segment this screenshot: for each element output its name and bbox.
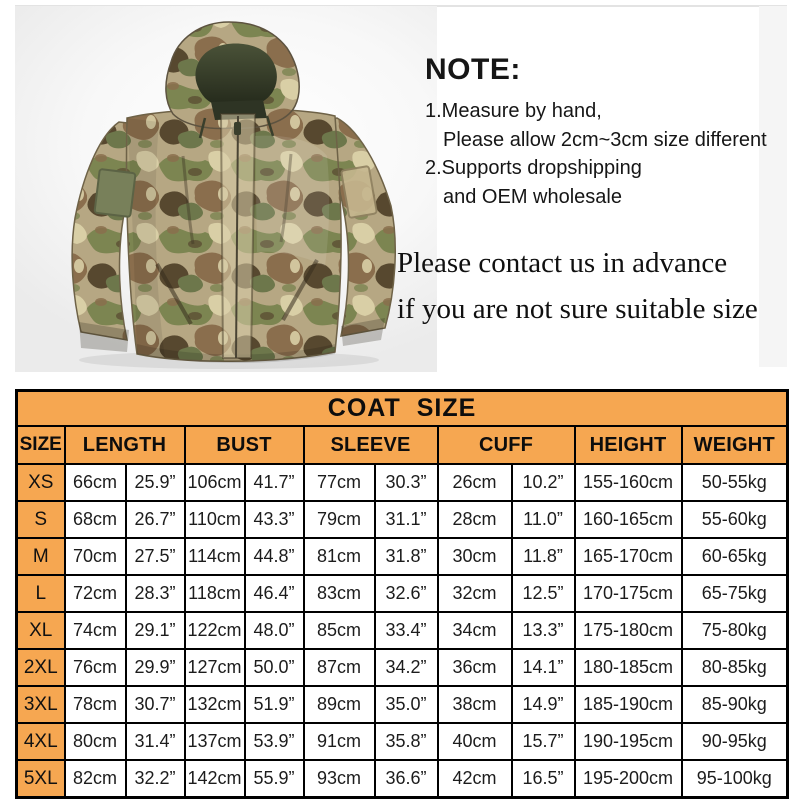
cell-bust_in: 44.8” <box>245 538 304 575</box>
table-row <box>17 612 788 649</box>
cell-size: XL <box>17 612 65 649</box>
cell-length_cm: 82cm <box>65 760 126 798</box>
col-header-weight: WEIGHT <box>682 426 788 464</box>
note-line-1: 1.Measure by hand, <box>425 100 602 122</box>
cell-bust_cm: 142cm <box>185 760 245 798</box>
cell-size: 3XL <box>17 686 65 723</box>
cell-weight: 85-90kg <box>682 686 788 723</box>
cell-size: XS <box>17 464 65 501</box>
cell-length_in: 30.7” <box>126 686 185 723</box>
cell-height: 180-185cm <box>575 649 682 686</box>
cell-height: 160-165cm <box>575 501 682 538</box>
table-row <box>17 575 788 612</box>
table-title: COAT SIZE <box>17 391 788 427</box>
camouflage-jacket-illustration <box>15 6 437 372</box>
cell-cuff_in: 16.5” <box>512 760 575 798</box>
cell-sleeve_in: 33.4” <box>375 612 438 649</box>
cell-length_cm: 76cm <box>65 649 126 686</box>
note-heading: NOTE: <box>425 53 521 86</box>
cell-weight: 60-65kg <box>682 538 788 575</box>
cell-cuff_in: 13.3” <box>512 612 575 649</box>
cell-sleeve_in: 30.3” <box>375 464 438 501</box>
cell-cuff_cm: 34cm <box>438 612 512 649</box>
coat-size-table <box>15 389 789 799</box>
table-row <box>17 464 788 501</box>
cell-size: 2XL <box>17 649 65 686</box>
table-row <box>17 501 788 538</box>
cell-cuff_in: 11.0” <box>512 501 575 538</box>
cell-cuff_in: 15.7” <box>512 723 575 760</box>
cell-sleeve_in: 32.6” <box>375 575 438 612</box>
cell-bust_cm: 110cm <box>185 501 245 538</box>
cell-length_cm: 78cm <box>65 686 126 723</box>
cell-height: 155-160cm <box>575 464 682 501</box>
col-header-length: LENGTH <box>65 426 185 464</box>
cell-bust_in: 43.3” <box>245 501 304 538</box>
cell-weight: 90-95kg <box>682 723 788 760</box>
cell-height: 175-180cm <box>575 612 682 649</box>
cell-weight: 75-80kg <box>682 612 788 649</box>
cell-length_cm: 70cm <box>65 538 126 575</box>
cell-height: 190-195cm <box>575 723 682 760</box>
cell-cuff_cm: 38cm <box>438 686 512 723</box>
cell-sleeve_cm: 93cm <box>304 760 375 798</box>
cell-bust_in: 53.9” <box>245 723 304 760</box>
cell-sleeve_cm: 89cm <box>304 686 375 723</box>
note-line-3: 2.Supports dropshipping <box>425 157 642 179</box>
cell-weight: 80-85kg <box>682 649 788 686</box>
table-row <box>17 649 788 686</box>
contact-line-1: Please contact us in advance <box>397 247 728 279</box>
cell-cuff_in: 14.1” <box>512 649 575 686</box>
cell-weight: 55-60kg <box>682 501 788 538</box>
cell-sleeve_in: 35.0” <box>375 686 438 723</box>
cell-length_in: 31.4” <box>126 723 185 760</box>
cell-size: 5XL <box>17 760 65 798</box>
cell-cuff_cm: 32cm <box>438 575 512 612</box>
cell-length_cm: 72cm <box>65 575 126 612</box>
cell-bust_cm: 137cm <box>185 723 245 760</box>
cell-height: 165-170cm <box>575 538 682 575</box>
cell-bust_in: 50.0” <box>245 649 304 686</box>
cell-length_in: 26.7” <box>126 501 185 538</box>
cell-size: L <box>17 575 65 612</box>
cell-bust_cm: 127cm <box>185 649 245 686</box>
cell-weight: 95-100kg <box>682 760 788 798</box>
contact-line-2: if you are not sure suitable size <box>397 293 758 325</box>
cell-length_in: 28.3” <box>126 575 185 612</box>
cell-sleeve_cm: 85cm <box>304 612 375 649</box>
col-header-size: SIZE <box>17 426 65 464</box>
cell-height: 170-175cm <box>575 575 682 612</box>
cell-cuff_in: 14.9” <box>512 686 575 723</box>
cell-cuff_cm: 30cm <box>438 538 512 575</box>
cell-weight: 65-75kg <box>682 575 788 612</box>
note-line-2: Please allow 2cm~3cm size different <box>443 128 767 151</box>
cell-cuff_cm: 28cm <box>438 501 512 538</box>
table-row <box>17 686 788 723</box>
cell-sleeve_cm: 91cm <box>304 723 375 760</box>
cell-length_cm: 66cm <box>65 464 126 501</box>
cell-sleeve_cm: 79cm <box>304 501 375 538</box>
cell-size: 4XL <box>17 723 65 760</box>
cell-sleeve_in: 31.1” <box>375 501 438 538</box>
cell-length_in: 32.2” <box>126 760 185 798</box>
cell-bust_in: 41.7” <box>245 464 304 501</box>
contact-advice <box>397 240 797 332</box>
cell-bust_in: 55.9” <box>245 760 304 798</box>
cell-sleeve_cm: 77cm <box>304 464 375 501</box>
note-block <box>425 50 767 211</box>
table-row <box>17 538 788 575</box>
cell-height: 185-190cm <box>575 686 682 723</box>
cell-length_in: 27.5” <box>126 538 185 575</box>
product-photo <box>15 6 437 372</box>
cell-height: 195-200cm <box>575 760 682 798</box>
sleeve-velcro-patch <box>94 169 135 217</box>
cell-bust_in: 48.0” <box>245 612 304 649</box>
cell-sleeve_in: 35.8” <box>375 723 438 760</box>
cell-sleeve_in: 34.2” <box>375 649 438 686</box>
cell-length_cm: 68cm <box>65 501 126 538</box>
cell-cuff_in: 10.2” <box>512 464 575 501</box>
cell-length_in: 29.1” <box>126 612 185 649</box>
table-header-row <box>17 426 788 464</box>
cell-sleeve_in: 36.6” <box>375 760 438 798</box>
cell-size: S <box>17 501 65 538</box>
cell-cuff_in: 12.5” <box>512 575 575 612</box>
cell-bust_cm: 132cm <box>185 686 245 723</box>
table-title-row <box>17 391 788 427</box>
cell-cuff_cm: 40cm <box>438 723 512 760</box>
col-header-bust: BUST <box>185 426 304 464</box>
col-header-height: HEIGHT <box>575 426 682 464</box>
cell-cuff_cm: 36cm <box>438 649 512 686</box>
cell-bust_in: 46.4” <box>245 575 304 612</box>
table-row <box>17 760 788 798</box>
cell-cuff_in: 11.8” <box>512 538 575 575</box>
cell-weight: 50-55kg <box>682 464 788 501</box>
cell-length_cm: 80cm <box>65 723 126 760</box>
col-header-sleeve: SLEEVE <box>304 426 438 464</box>
cell-cuff_cm: 26cm <box>438 464 512 501</box>
cell-bust_cm: 122cm <box>185 612 245 649</box>
cell-sleeve_in: 31.8” <box>375 538 438 575</box>
cell-bust_cm: 114cm <box>185 538 245 575</box>
cell-sleeve_cm: 81cm <box>304 538 375 575</box>
zipper-pull <box>234 122 241 135</box>
cell-sleeve_cm: 87cm <box>304 649 375 686</box>
col-header-cuff: CUFF <box>438 426 575 464</box>
cell-cuff_cm: 42cm <box>438 760 512 798</box>
cell-bust_in: 51.9” <box>245 686 304 723</box>
table-row <box>17 723 788 760</box>
cell-length_cm: 74cm <box>65 612 126 649</box>
cell-bust_cm: 106cm <box>185 464 245 501</box>
table-body <box>17 464 788 798</box>
cell-size: M <box>17 538 65 575</box>
cell-sleeve_cm: 83cm <box>304 575 375 612</box>
hood-lining <box>195 43 276 108</box>
chest-highlight <box>255 136 329 266</box>
note-line-4: and OEM wholesale <box>443 185 622 208</box>
cell-bust_cm: 118cm <box>185 575 245 612</box>
cell-length_in: 29.9” <box>126 649 185 686</box>
cell-length_in: 25.9” <box>126 464 185 501</box>
